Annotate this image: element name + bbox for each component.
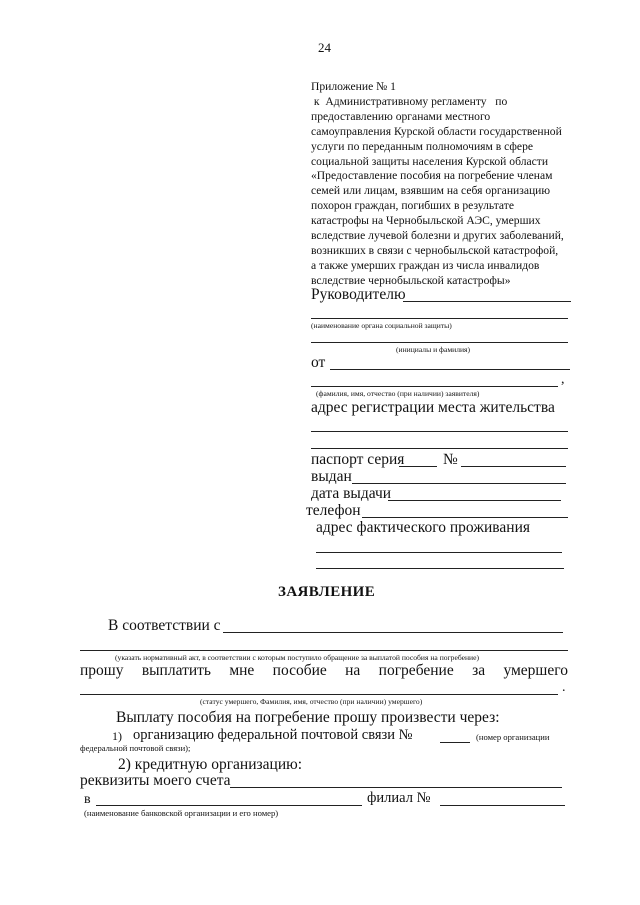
comma: , [561, 372, 565, 387]
option-2-credit[interactable]: 2) кредитную организацию: [118, 756, 303, 773]
appendix-line: катастрофы на Чернобыльской АЭС, умерших [311, 214, 541, 228]
passport-number-label: № [443, 451, 458, 468]
request-row [80, 662, 568, 680]
initials-line[interactable] [311, 342, 568, 343]
request-word: на [345, 662, 361, 679]
passport-number-line[interactable] [461, 466, 566, 467]
actual-address-line-1[interactable] [316, 552, 562, 553]
appendix-line: семей или лицам, взявшим на себя организацию [311, 184, 551, 198]
from-label: от [311, 354, 326, 371]
request-word: пособие [272, 662, 327, 679]
option-1-postal[interactable]: организацию федеральной почтовой связи № [133, 727, 413, 743]
passport-series-line[interactable] [399, 466, 437, 467]
in-label: в [84, 792, 91, 807]
appendix-header [311, 80, 581, 289]
postal-number-line[interactable] [440, 742, 470, 743]
bank-name-line[interactable] [96, 805, 362, 806]
initials-hint: (инициалы и фамилия) [396, 345, 471, 354]
issue-date-line[interactable] [388, 500, 561, 501]
appendix-line: услуги по переданным полномочиям в сфере [311, 139, 534, 153]
act-hint: (указать нормативный акт, в соответствии с которым поступило обращение за выплатой пособия на погребение) [115, 653, 479, 662]
payment-via-label: Выплату пособия на погребение прошу произвести через: [116, 709, 500, 726]
phone-line[interactable] [362, 517, 568, 518]
appendix-line: предоставлению органами местного [311, 109, 491, 123]
applicant-line-1[interactable] [330, 369, 570, 370]
postal-hint-b: федеральной почтовой связи); [80, 743, 191, 753]
request-word: прошу [80, 662, 124, 679]
issued-by-label: выдан [311, 468, 352, 485]
request-word: мне [229, 662, 255, 679]
document-title: ЗАЯВЛЕНИЕ [278, 584, 376, 600]
registration-address-line-2[interactable] [311, 448, 568, 449]
account-details-label: реквизиты моего счета [80, 772, 231, 789]
bank-hint: (наименование банковской организации и его номер) [84, 808, 279, 818]
issued-by-line[interactable] [352, 483, 566, 484]
accordance-line-1[interactable] [223, 632, 563, 633]
branch-label: филиал № [367, 790, 431, 806]
option-1-number: 1) [112, 729, 122, 743]
issue-date-label: дата выдачи [311, 485, 392, 502]
account-details-line[interactable] [230, 787, 562, 788]
passport-series-label: паспорт серия [311, 451, 405, 468]
appendix-line: похорон граждан, погибших в результате [311, 199, 514, 213]
appendix-line: а также умерших граждан из числа инвалидов [311, 258, 540, 272]
registration-address-label: адрес регистрации места жительства [311, 399, 555, 416]
appendix-line: самоуправления Курской области государственной [311, 124, 562, 138]
period: . [562, 680, 566, 695]
request-word: погребение [378, 662, 454, 679]
deceased-hint: (статус умершего, Фамилия, имя, отчество (при наличии) умершего) [200, 697, 423, 706]
appendix-line: «Предоставление пособия на погребение членам [311, 169, 553, 183]
applicant-line-2[interactable] [311, 386, 558, 387]
request-word: за [472, 662, 486, 679]
request-word: выплатить [141, 662, 211, 679]
organ-line[interactable] [311, 318, 568, 319]
actual-address-label: адрес фактического проживания [316, 519, 531, 536]
branch-number-line[interactable] [440, 805, 565, 806]
postal-hint-a: (номер организации [476, 732, 550, 742]
page-number: 24 [318, 40, 331, 55]
appendix-line: вследствие лучевой болезни и других заболеваний, [311, 229, 564, 243]
to-head-label: Руководителю [311, 286, 406, 303]
accordance-line-2[interactable] [80, 650, 568, 651]
deceased-line[interactable] [80, 694, 558, 695]
appendix-line: вследствие чернобыльской катастрофы» [311, 273, 511, 287]
accordance-label: В соответствии с [108, 617, 221, 634]
fio-hint: (фамилия, имя, отчество (при наличии) заявителя) [316, 389, 480, 398]
request-word: умершего [503, 662, 568, 679]
registration-address-line-1[interactable] [311, 431, 568, 432]
appendix-line: возникших в связи с чернобыльской катастрофой, [311, 243, 559, 257]
phone-label: телефон [306, 502, 361, 519]
actual-address-line-2[interactable] [316, 568, 564, 569]
appendix-line: социальной защиты населения Курской области [311, 154, 549, 168]
appendix-line: Приложение № 1 [311, 80, 396, 93]
appendix-line: к Административному регламенту по [311, 94, 508, 108]
organ-hint: (наименование органа социальной защиты) [311, 321, 452, 330]
head-name-line[interactable] [403, 301, 571, 302]
